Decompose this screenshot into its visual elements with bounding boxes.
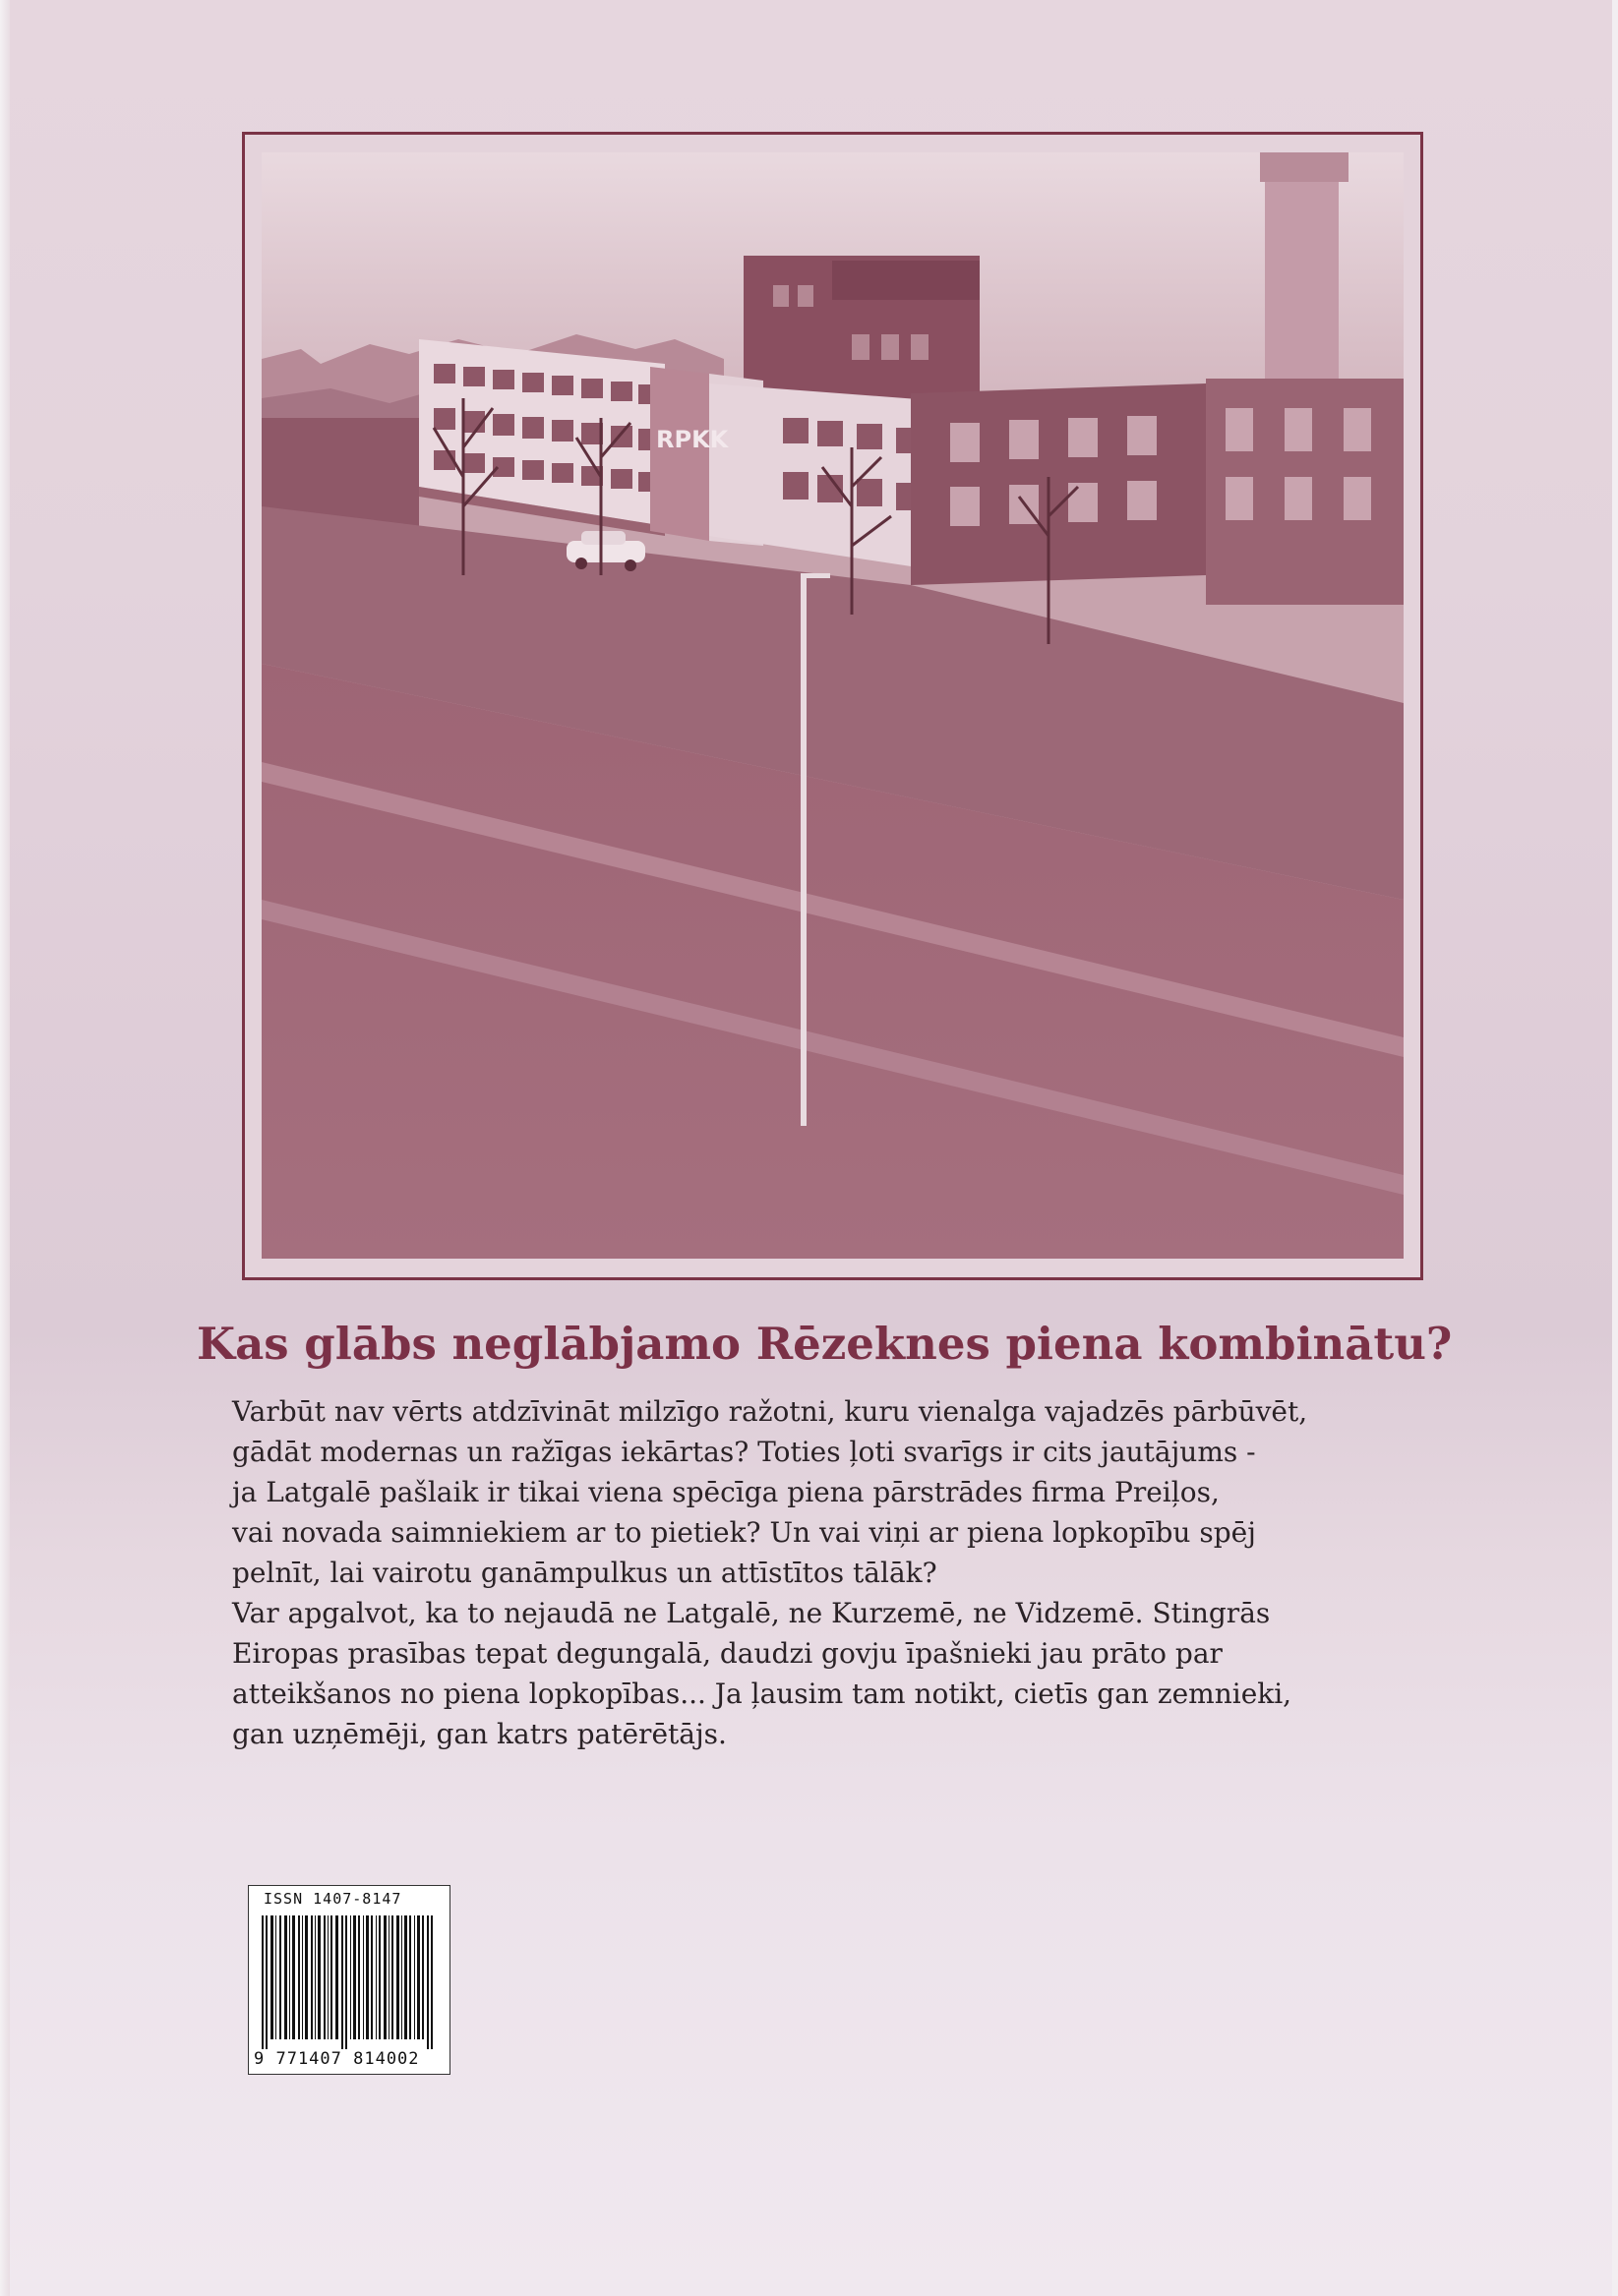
barcode-digits: 9 771407 814002: [254, 2049, 449, 2069]
article-line: vai novada saimniekiem ar to pietiek? Un vai viņi ar piena lopkopību spēj: [232, 1516, 1256, 1549]
article-line: gan uzņēmēji, gan katrs patērētājs.: [232, 1718, 727, 1750]
article-line: gādāt modernas un ražīgas iekārtas? Toties ļoti svarīgs ir cits jautājums -: [232, 1436, 1256, 1468]
factory-photo: [262, 152, 1404, 1259]
scan-edge-right: [1612, 0, 1618, 2296]
issn-label: ISSN 1407-8147: [264, 1890, 402, 1908]
lamp-post: [801, 575, 807, 1126]
factory-photo-illustration: [262, 152, 1404, 1259]
article-line: pelnīt, lai vairotu ganāmpulkus un attīstītos tālāk?: [232, 1557, 937, 1589]
barcode-bars: [252, 1915, 449, 2049]
article-headline: Kas glābs neglābjamo Rēzeknes piena kombinātu?: [197, 1318, 1453, 1370]
article-line: ja Latgalē pašlaik ir tikai viena spēcīga piena pārstrādes firma Preiļos,: [232, 1476, 1220, 1508]
article-line: Var apgalvot, ka to nejaudā ne Latgalē, ne Kurzemē, ne Vidzemē. Stingrās: [232, 1597, 1271, 1629]
scan-edge-left: [0, 0, 10, 2296]
brick-building: [911, 383, 1206, 585]
article-line: Varbūt nav vērts atdzīvināt milzīgo ražotni, kuru vienalga vajadzēs pārbūvēt,: [232, 1395, 1308, 1428]
article-line: Eiropas prasības tepat degungalā, daudzi govju īpašnieki jau prāto par: [232, 1637, 1223, 1670]
article-body: [232, 1391, 1422, 1754]
article-line: atteikšanos no piena lopkopības... Ja ļausim tam notikt, cietīs gan zemnieki,: [232, 1678, 1292, 1710]
rpkk-sign: RPKK: [656, 426, 729, 453]
